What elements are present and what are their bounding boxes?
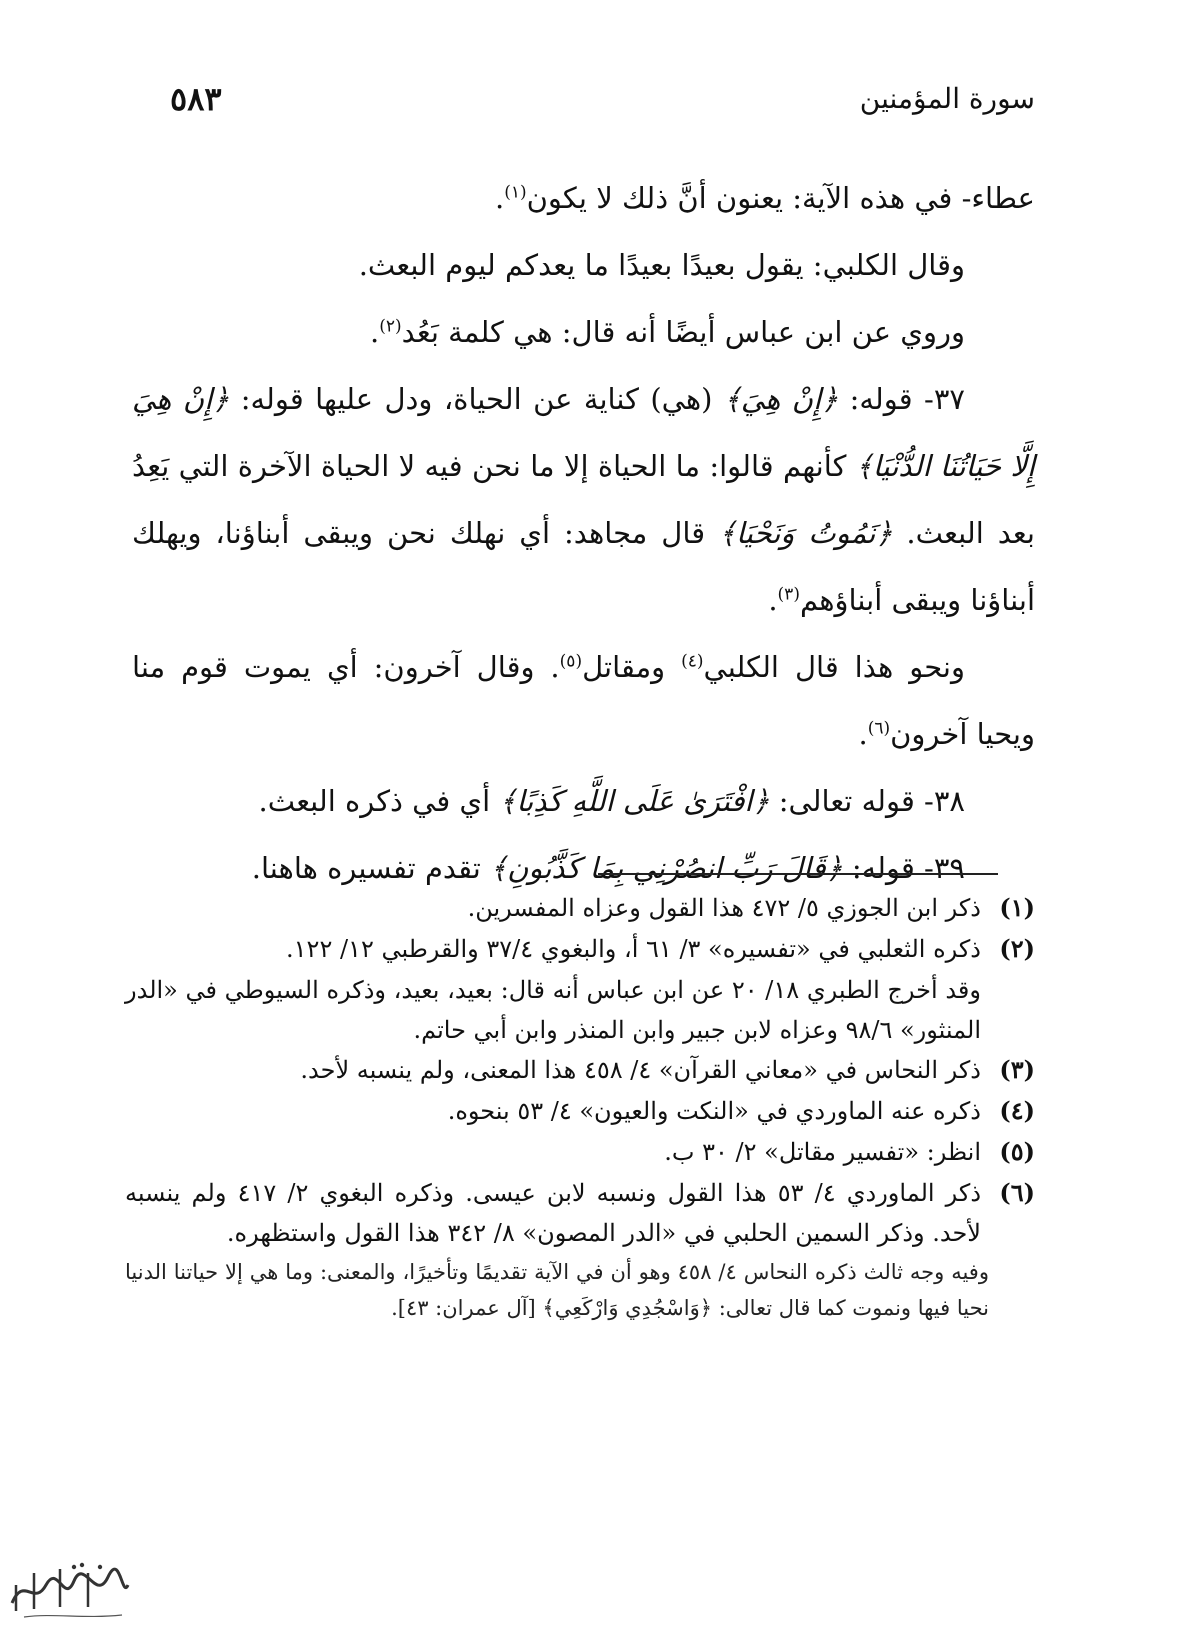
paragraph-2: وقال الكلبي: يقول بعيدًا بعيدًا ما يعدكم ليوم البعث. — [358, 248, 965, 282]
page-number: ٥٨٣ — [170, 80, 222, 118]
footnotes — [125, 888, 1035, 1326]
footnote-ref-6[interactable]: (٦) — [867, 718, 891, 739]
footnote-text: ذكره عنه الماوردي في «النكت والعيون» ٤/ ٥٣ بنحوه. — [447, 1097, 981, 1125]
quran-quote: ﴿نَمُوتُ وَنَحْيَا﴾ — [719, 516, 893, 550]
footnote-text: انظر: «تفسير مقاتل» ٢/ ٣٠ ب. — [664, 1138, 981, 1166]
footnote-ref-5[interactable]: (٥) — [559, 651, 583, 672]
quran-quote: ﴿إِنْ هِيَ إِلَّا حَيَاتُنَا الدُّنْيَا﴾ — [132, 382, 1035, 483]
paragraph-5: ونحو هذا قال الكلبي$^{(٤)}$ ومقاتل$^{(٥)}$. وقال آخرون: أي يموت قوم منا ويحيا آخرون$^{(٦)}$. — [132, 650, 1035, 751]
footnote-number: (٣) — [999, 1055, 1035, 1084]
surah-title: سورة المؤمنين — [859, 82, 1035, 115]
paragraph-3: وروي عن ابن عباس أيضًا أنه قال: هي كلمة بَعُد$^{(٢)}$. — [370, 315, 965, 349]
paragraph-verse-39: ٣٩- قوله: ﴿قَالَ رَبِّ انصُرْنِي بِمَا كَذَّبُونِ﴾ تقدم تفسيره هاهنا. — [251, 851, 965, 885]
footnote-1 — [125, 888, 1035, 928]
footnote-number: (٢) — [999, 934, 1035, 963]
footnote-ref-1[interactable]: (١) — [504, 182, 527, 203]
footnote-number: (٤) — [999, 1096, 1035, 1125]
footnote-3 — [125, 1050, 1035, 1090]
main-text — [132, 165, 1035, 902]
page-header — [150, 82, 1035, 132]
footnote-divider — [598, 873, 998, 875]
footnote-number: (١) — [999, 893, 1035, 922]
paragraph-verse-37: ٣٧- قوله: ﴿إِنْ هِيَ﴾ (هي) كناية عن الحياة، ودل عليها قوله: ﴿إِنْ هِيَ إِلَّا حَيَاتُنَا الدُّنْيَا﴾ كأنهم قالوا: ما الحياة إلا ما نحن فيه لا الحياة الآخرة التي يَعِدُ بعد البعث. ﴿نَمُوتُ وَنَحْيَا﴾ قال مجاهد: أي نهلك نحن ويبقى أبناؤنا، ويهلك أبناؤنا ويبقى أبناؤهم$^{(٣)}$. — [132, 382, 1035, 617]
publisher-logo — [4, 1555, 134, 1625]
footnote-6 — [125, 1173, 1035, 1253]
quran-quote: ﴿افْتَرَىٰ عَلَى اللَّهِ كَذِبًا﴾ — [499, 784, 770, 818]
footnote-6-continuation: وفيه وجه ثالث ذكره النحاس ٤/ ٤٥٨ وهو أن في الآية تقديمًا وتأخيرًا، والمعنى: وما هي إلا حياتنا الدنيا نحيا فيها ونموت كما قال تعالى: ﴿وَاسْجُدِي وَارْكَعِي﴾ [آل عمران: ٤٣]. — [125, 1260, 989, 1320]
paragraph-verse-38: ٣٨- قوله تعالى: ﴿افْتَرَىٰ عَلَى اللَّهِ كَذِبًا﴾ أي في ذكره البعث. — [258, 784, 965, 818]
quran-quote: ﴿إِنْ هِيَ﴾ — [723, 382, 839, 416]
footnote-5 — [125, 1132, 1035, 1172]
footnote-ref-2[interactable]: (٢) — [379, 316, 402, 337]
footnote-text: ذكره الثعلبي في «تفسيره» ٣/ ٦١ أ، والبغوي ٣٧/٤ والقرطبي ١٢/ ١٢٢. — [286, 935, 981, 963]
footnote-number: (٦) — [999, 1178, 1035, 1207]
footnote-2-continuation: وقد أخرج الطبري ١٨/ ٢٠ عن ابن عباس أنه قال: بعيد، بعيد، وذكره السيوطي في «الدر المنثور» ٩٨/٦ وعزاه لابن جبير وابن المنذر وابن أبي حاتم. — [125, 976, 981, 1044]
footnote-2 — [125, 929, 1035, 969]
paragraph-1: عطاء- في هذه الآية: يعنون أنَّ ذلك لا يكون$^{(١)}$. — [494, 181, 1035, 215]
footnote-4 — [125, 1091, 1035, 1131]
footnote-text: ذكر ابن الجوزي ٥/ ٤٧٢ هذا القول وعزاه المفسرين. — [467, 894, 981, 922]
calligraphy-logo-icon — [4, 1555, 134, 1625]
footnote-number: (٥) — [999, 1137, 1035, 1166]
footnote-ref-4[interactable]: (٤) — [681, 651, 704, 672]
footnote-ref-3[interactable]: (٣) — [777, 584, 800, 605]
footnote-text: ذكر النحاس في «معاني القرآن» ٤/ ٤٥٨ هذا المعنى، ولم ينسبه لأحد. — [300, 1056, 981, 1084]
footnote-text: ذكر الماوردي ٤/ ٥٣ هذا القول ونسبه لابن عيسى. وذكره البغوي ٢/ ٤١٧ ولم ينسبه لأحد. وذكر السمين الحلبي في «الدر المصون» ٨/ ٣٤٢ هذا القول واستظهره. — [125, 1179, 982, 1247]
quran-quote: ﴿قَالَ رَبِّ انصُرْنِي بِمَا كَذَّبُونِ﴾ — [490, 851, 843, 885]
